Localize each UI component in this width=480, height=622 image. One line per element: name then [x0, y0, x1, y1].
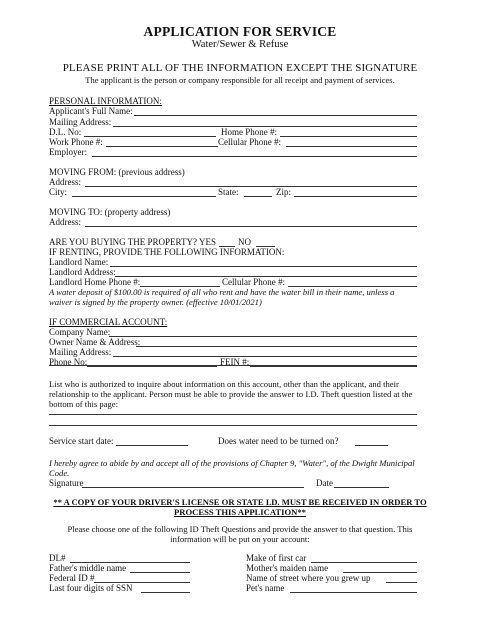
home-phone-field[interactable] — [280, 136, 417, 137]
landlord-name-label: Landlord Name: — [49, 257, 109, 267]
date-field[interactable] — [334, 487, 389, 488]
cell-phone-label: Cellular Phone #: — [218, 137, 281, 147]
license-warning-2: PROCESS THIS APPLICATION** — [174, 507, 306, 517]
company-label: Company Name: — [49, 327, 111, 337]
theft-instructions-1: Please choose one of the following ID Theft Questions and provide the answer to that question. This — [67, 524, 413, 534]
cell-phone-field[interactable] — [286, 146, 417, 147]
theft-option-dl: DL# — [49, 553, 66, 563]
form-title: APPLICATION FOR SERVICE — [143, 24, 337, 39]
employer-label: Employer: — [49, 147, 87, 157]
date-label: Date — [316, 478, 333, 488]
theft-option-pet: Pet's name — [246, 583, 285, 593]
mailing-label: Mailing Address: — [49, 117, 112, 127]
buying-question: ARE YOU BUYING THE PROPERTY? — [49, 237, 197, 247]
from-address-field[interactable] — [85, 186, 417, 187]
theft-ssn-field[interactable] — [141, 592, 190, 593]
from-address-label: Address: — [49, 177, 81, 187]
renting-heading: IF RENTING, PROVIDE THE FOLLOWING INFORMATION: — [49, 247, 285, 257]
buying-yes-label: YES — [199, 237, 217, 247]
dl-field[interactable] — [84, 136, 216, 137]
form-subtitle: Water/Sewer & Refuse — [191, 39, 289, 50]
agreement-text: I hereby agree to abide by and accept all of the provisions of Chapter 9, "Water", of the Dwight Municipal Code. — [49, 458, 415, 478]
fein-label: FEIN #: — [220, 357, 250, 367]
from-zip-label: Zip: — [276, 187, 291, 197]
landlord-cell-label: Cellular Phone #: — [222, 277, 285, 287]
start-date-field[interactable] — [116, 445, 188, 446]
theft-father-field[interactable] — [130, 572, 190, 573]
moving-from-heading: MOVING FROM: (previous address) — [49, 167, 185, 177]
owner-label: Owner Name & Address: — [49, 337, 141, 347]
commercial-phone-field[interactable] — [87, 366, 217, 367]
authorized-text: List who is authorized to inquire about information on this account, other than the applicant, and their relationship to the applicant. Person must be able to provide the answer to I.D. Theft question listed at the bottom of this page: — [49, 379, 413, 409]
from-city-field[interactable] — [72, 196, 216, 197]
authorized-field-2[interactable] — [49, 425, 417, 426]
authorized-field-1[interactable] — [49, 414, 417, 415]
theft-option-fedid: Federal ID # — [49, 573, 95, 583]
employer-field[interactable] — [92, 156, 417, 157]
owner-field[interactable] — [136, 346, 417, 347]
fein-field[interactable] — [250, 366, 417, 367]
turned-on-label: Does water need to be turned on? — [218, 436, 339, 446]
theft-option-street: Name of street where you grew up — [246, 573, 371, 583]
from-state-label: State: — [218, 187, 239, 197]
theft-pet-field[interactable] — [290, 592, 417, 593]
work-phone-field[interactable] — [106, 146, 218, 147]
theft-option-ssn: Last four digits of SSN — [49, 583, 133, 593]
commercial-heading: IF COMMERCIAL ACCOUNT: — [49, 317, 168, 327]
landlord-home-label: Landlord Home Phone #: — [49, 277, 141, 287]
commercial-phone-label: Phone No: — [49, 357, 88, 367]
from-state-field[interactable] — [244, 196, 272, 197]
landlord-name-field[interactable] — [110, 266, 417, 267]
license-warning-1: ** A COPY OF YOUR DRIVER'S LICENSE OR STATE I.D. MUST BE RECEIVED IN ORDER TO — [53, 497, 427, 507]
theft-street-field[interactable] — [386, 582, 417, 583]
buying-no-label: NO — [238, 237, 251, 247]
personal-heading: PERSONAL INFORMATION: — [49, 96, 162, 106]
signature-field[interactable] — [82, 487, 304, 488]
turned-on-field[interactable] — [355, 445, 388, 446]
print-notice: PLEASE PRINT ALL OF THE INFORMATION EXCEPT THE SIGNATURE — [62, 62, 418, 74]
moving-to-heading: MOVING TO: (property address) — [49, 207, 171, 217]
signature-label: Signature — [49, 478, 84, 488]
dl-label: D.L. No: — [49, 127, 82, 137]
start-date-label: Service start date: — [49, 436, 114, 446]
company-field[interactable] — [109, 336, 417, 337]
work-phone-label: Work Phone #: — [49, 137, 103, 147]
theft-option-mother: Mother's maiden name — [246, 563, 329, 573]
deposit-note: A water deposit of $100.00 is required of all who rent and have the water bill in their name, unless a waiver is signed by the property owner. (effective 10/01/2021) — [49, 287, 395, 307]
commercial-mailing-label: Mailing Address: — [49, 347, 112, 357]
responsible-note: The applicant is the person or company responsible for all receipt and payment of services. — [85, 75, 395, 85]
commercial-mailing-field[interactable] — [113, 356, 417, 357]
landlord-address-label: Landlord Address: — [49, 267, 116, 277]
to-address-field[interactable] — [85, 226, 417, 227]
full-name-label: Applicant's Full Name: — [49, 106, 133, 116]
theft-instructions-2: information will be put on your account: — [170, 534, 310, 544]
theft-option-father: Father's middle name — [49, 563, 127, 573]
home-phone-label: Home Phone #: — [221, 127, 277, 137]
theft-option-car: Make of first car — [246, 553, 307, 563]
full-name-field[interactable] — [134, 115, 417, 116]
from-city-label: City: — [49, 187, 68, 197]
from-zip-field[interactable] — [294, 196, 417, 197]
to-address-label: Address: — [49, 217, 81, 227]
